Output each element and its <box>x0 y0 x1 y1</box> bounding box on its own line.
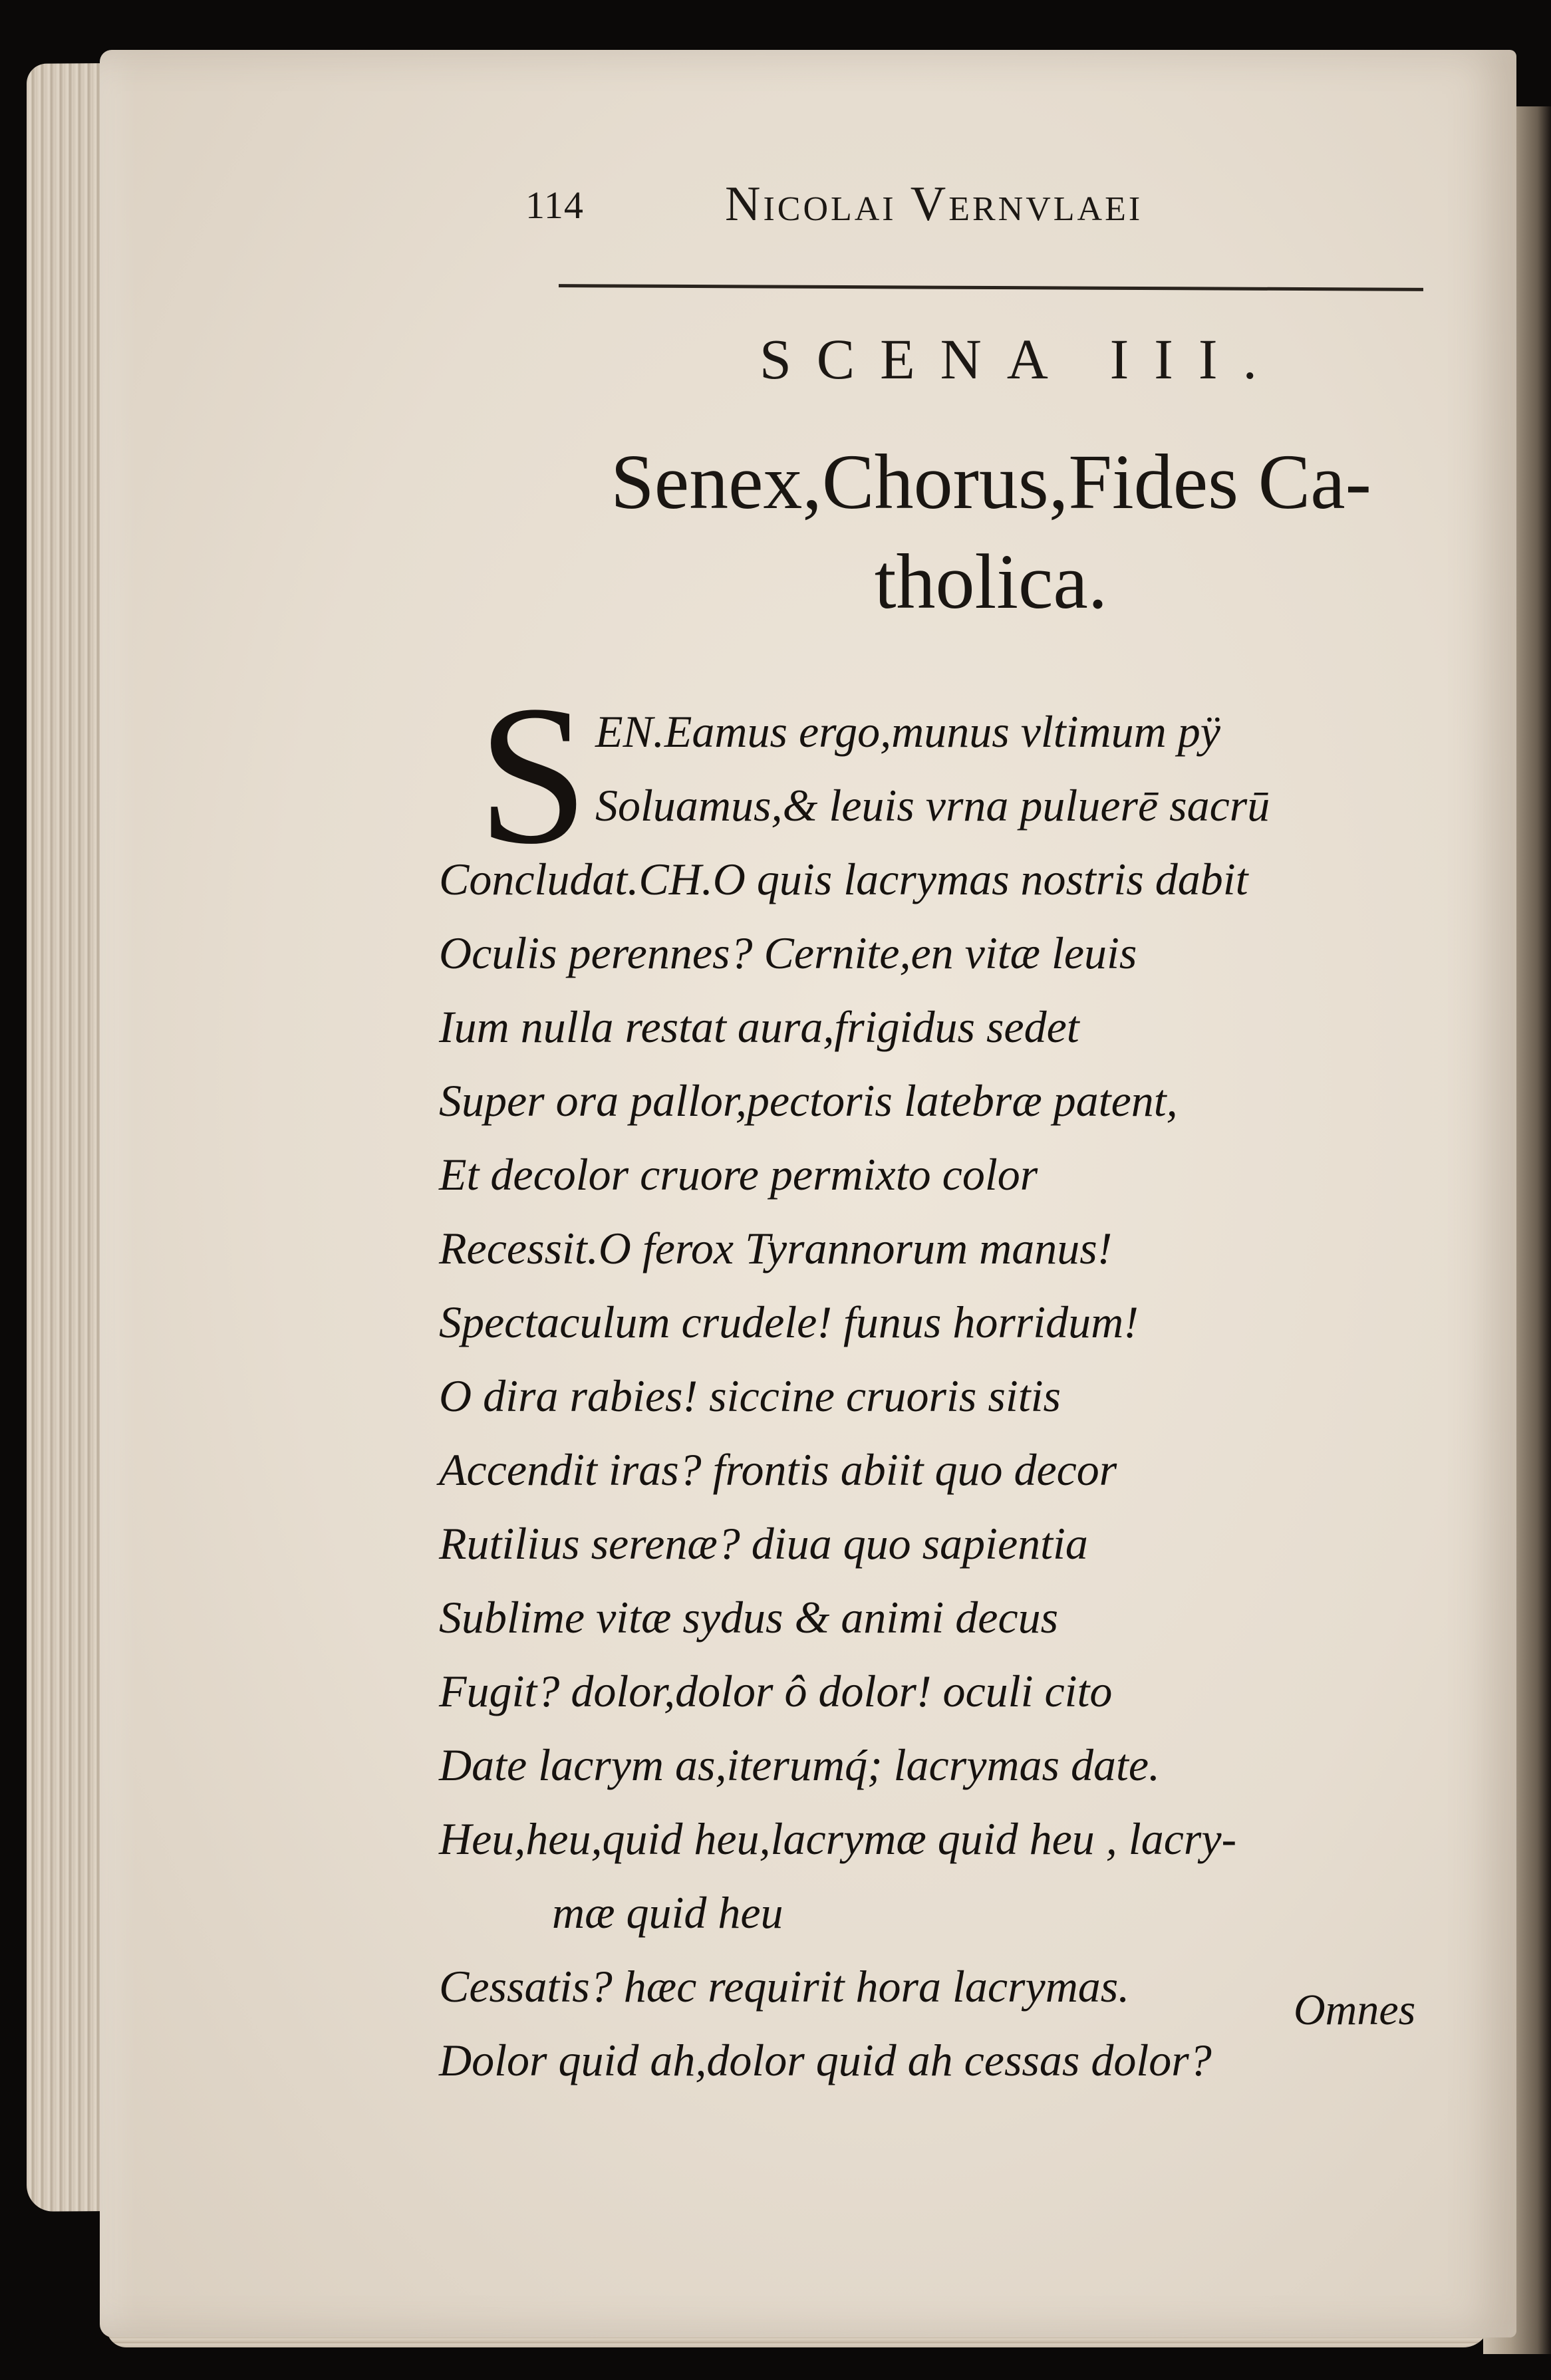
verse-line: Soluamus,& leuis vrna puluerē sacrū <box>595 780 1270 831</box>
verse-line: Date lacrym as,iterumq́; lacrymas date. <box>439 1740 1161 1790</box>
verse-line: Super ora pallor,pectoris latebræ patent, <box>439 1075 1178 1126</box>
verse-line: Concludat.CH.O quis lacrymas nostris dabit <box>439 854 1248 904</box>
verse-line: Spectaculum crudele! funus horridum! <box>439 1297 1139 1347</box>
page-header <box>525 156 1423 249</box>
verse-line: Heu,heu,quid heu,lacrymæ quid heu , lacry- <box>439 1813 1237 1864</box>
verse-line: Sublime vitæ sydus & animi decus <box>439 1592 1059 1643</box>
characters-line-2: tholica. <box>874 538 1108 625</box>
scene-title: SCENA III. <box>759 327 1283 391</box>
verse-line: Accendit iras? frontis abiit quo decor <box>439 1444 1117 1495</box>
verse-block <box>439 695 1477 2097</box>
verse-line: Oculis perennes? Cernite,en vitæ leuis <box>439 928 1137 978</box>
running-head: Nicolai Vernvlaei <box>725 177 1143 231</box>
page-number: 114 <box>525 184 584 227</box>
verse-line: EN.Eamus ergo,munus vltimum pÿ <box>595 706 1220 757</box>
verse-line: Fugit? dolor,dolor ô dolor! oculi cito <box>439 1666 1113 1716</box>
verse-line: Rutilius serenæ? diua quo sapientia <box>439 1518 1088 1569</box>
verse-line: Dolor quid ah,dolor quid ah cessas dolor? <box>439 2035 1212 2085</box>
verse-line: Cessatis? hæc requirit hora lacrymas. <box>439 1961 1130 2012</box>
scene-characters <box>559 432 1423 632</box>
verse-line: Et decolor cruore permixto color <box>439 1149 1038 1200</box>
verse-line: Recessit.O ferox Tyrannorum manus! <box>439 1223 1113 1273</box>
verse-line: O dira rabies! siccine cruoris sitis <box>439 1371 1061 1421</box>
characters-line-1: Senex,Chorus,Fides Ca- <box>611 438 1371 525</box>
verse-line: Ium nulla restat aura,frigidus sedet <box>439 1001 1079 1052</box>
verse-line-continuation: mæ quid heu <box>552 1887 783 1938</box>
drop-cap: S <box>478 664 589 885</box>
catchword: Omnes <box>1294 1986 1416 2034</box>
